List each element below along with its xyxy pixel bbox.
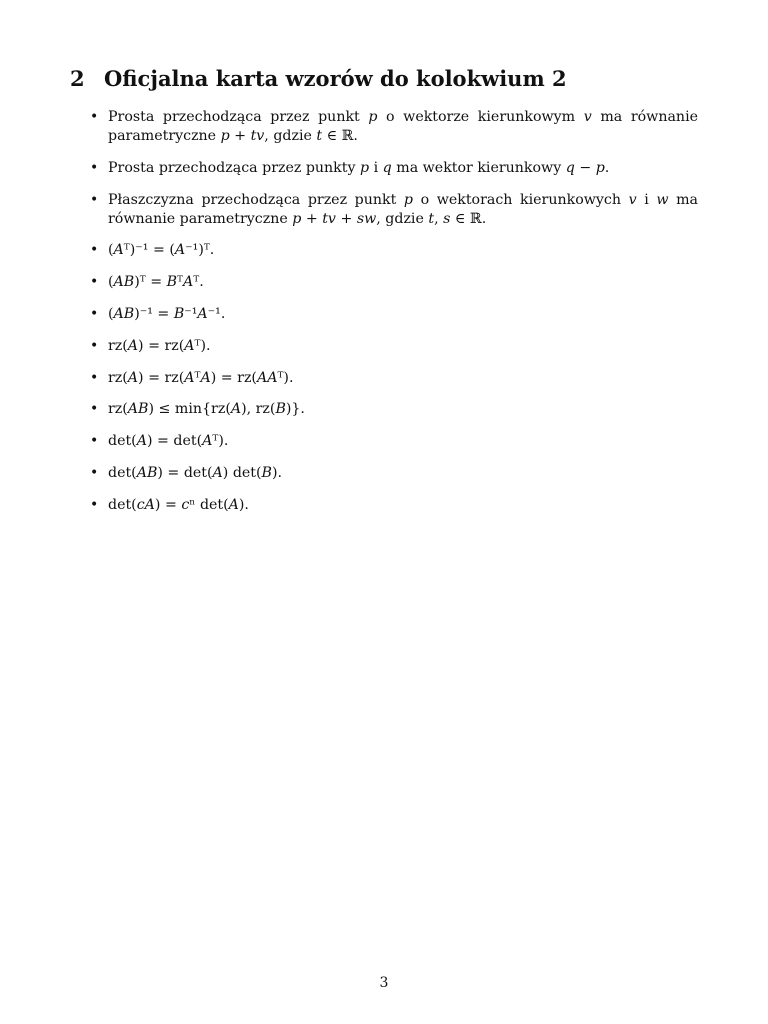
section-title: Oficjalna karta wzorów do kolokwium 2 — [104, 66, 567, 91]
item-formula: (𝐴ᵀ)⁻¹ = (𝐴⁻¹)ᵀ. — [108, 242, 215, 259]
bullet-icon: • — [90, 274, 99, 291]
list-item-rank-product — [90, 400, 698, 419]
item-formula: (𝐴𝐵)⁻¹ = 𝐵⁻¹𝐴⁻¹. — [108, 305, 226, 322]
item-text: Płaszczyzna przechodząca przez punkt 𝑝 o wektorach kierunkowych 𝑣 i 𝑤 ma równanie parametryczne 𝑝 + 𝑡𝑣 + 𝑠𝑤, gdzie 𝑡, 𝑠 ∈ ℝ. — [108, 191, 698, 227]
formula-list — [90, 108, 698, 528]
list-item-rank-gram — [90, 369, 698, 388]
item-text: Prosta przechodząca przez punkty 𝑝 i 𝑞 ma wektor kierunkowy 𝑞 − 𝑝. — [108, 159, 610, 176]
item-formula: (𝐴𝐵)ᵀ = 𝐵ᵀ𝐴ᵀ. — [108, 274, 204, 291]
page-number: 3 — [379, 975, 389, 991]
item-formula: det(𝐴𝐵) = det(𝐴) det(𝐵). — [108, 464, 283, 481]
list-item-det-scalar — [90, 496, 698, 515]
list-item-rank-transpose — [90, 337, 698, 356]
list-item-inverse-transpose — [90, 241, 698, 260]
item-formula: rz(𝐴𝐵) ≤ min{rz(𝐴), rz(𝐵)}. — [108, 401, 305, 418]
bullet-icon: • — [90, 109, 99, 125]
bullet-icon: • — [90, 401, 99, 418]
item-formula: det(𝐴) = det(𝐴ᵀ). — [108, 433, 229, 450]
list-item-det-product — [90, 464, 698, 483]
list-item-det-transpose — [90, 432, 698, 451]
bullet-icon: • — [90, 496, 99, 513]
bullet-icon: • — [90, 433, 99, 450]
section-heading — [70, 66, 567, 91]
item-formula: rz(𝐴) = rz(𝐴ᵀ𝐴) = rz(𝐴𝐴ᵀ). — [108, 369, 294, 386]
list-item-parametric-line — [90, 108, 698, 146]
bullet-icon: • — [90, 369, 99, 386]
bullet-icon: • — [90, 305, 99, 322]
bullet-icon: • — [90, 159, 99, 176]
list-item-transpose-product — [90, 273, 698, 292]
bullet-icon: • — [90, 464, 99, 481]
item-formula: rz(𝐴) = rz(𝐴ᵀ). — [108, 337, 211, 354]
bullet-icon: • — [90, 191, 99, 208]
bullet-icon: • — [90, 242, 99, 259]
section-number: 2 — [70, 66, 85, 91]
item-formula: det(𝑐𝐴) = 𝑐ⁿ det(𝐴). — [108, 496, 249, 513]
bullet-icon: • — [90, 337, 99, 354]
list-item-inverse-product — [90, 305, 698, 324]
item-text: Prosta przechodząca przez punkt 𝑝 o wektorze kierunkowym 𝑣 ma równanie parametryczne 𝑝 + 𝑡𝑣, gdzie 𝑡 ∈ ℝ. — [108, 109, 698, 144]
list-item-parametric-plane — [90, 191, 698, 229]
list-item-line-two-points — [90, 159, 698, 178]
